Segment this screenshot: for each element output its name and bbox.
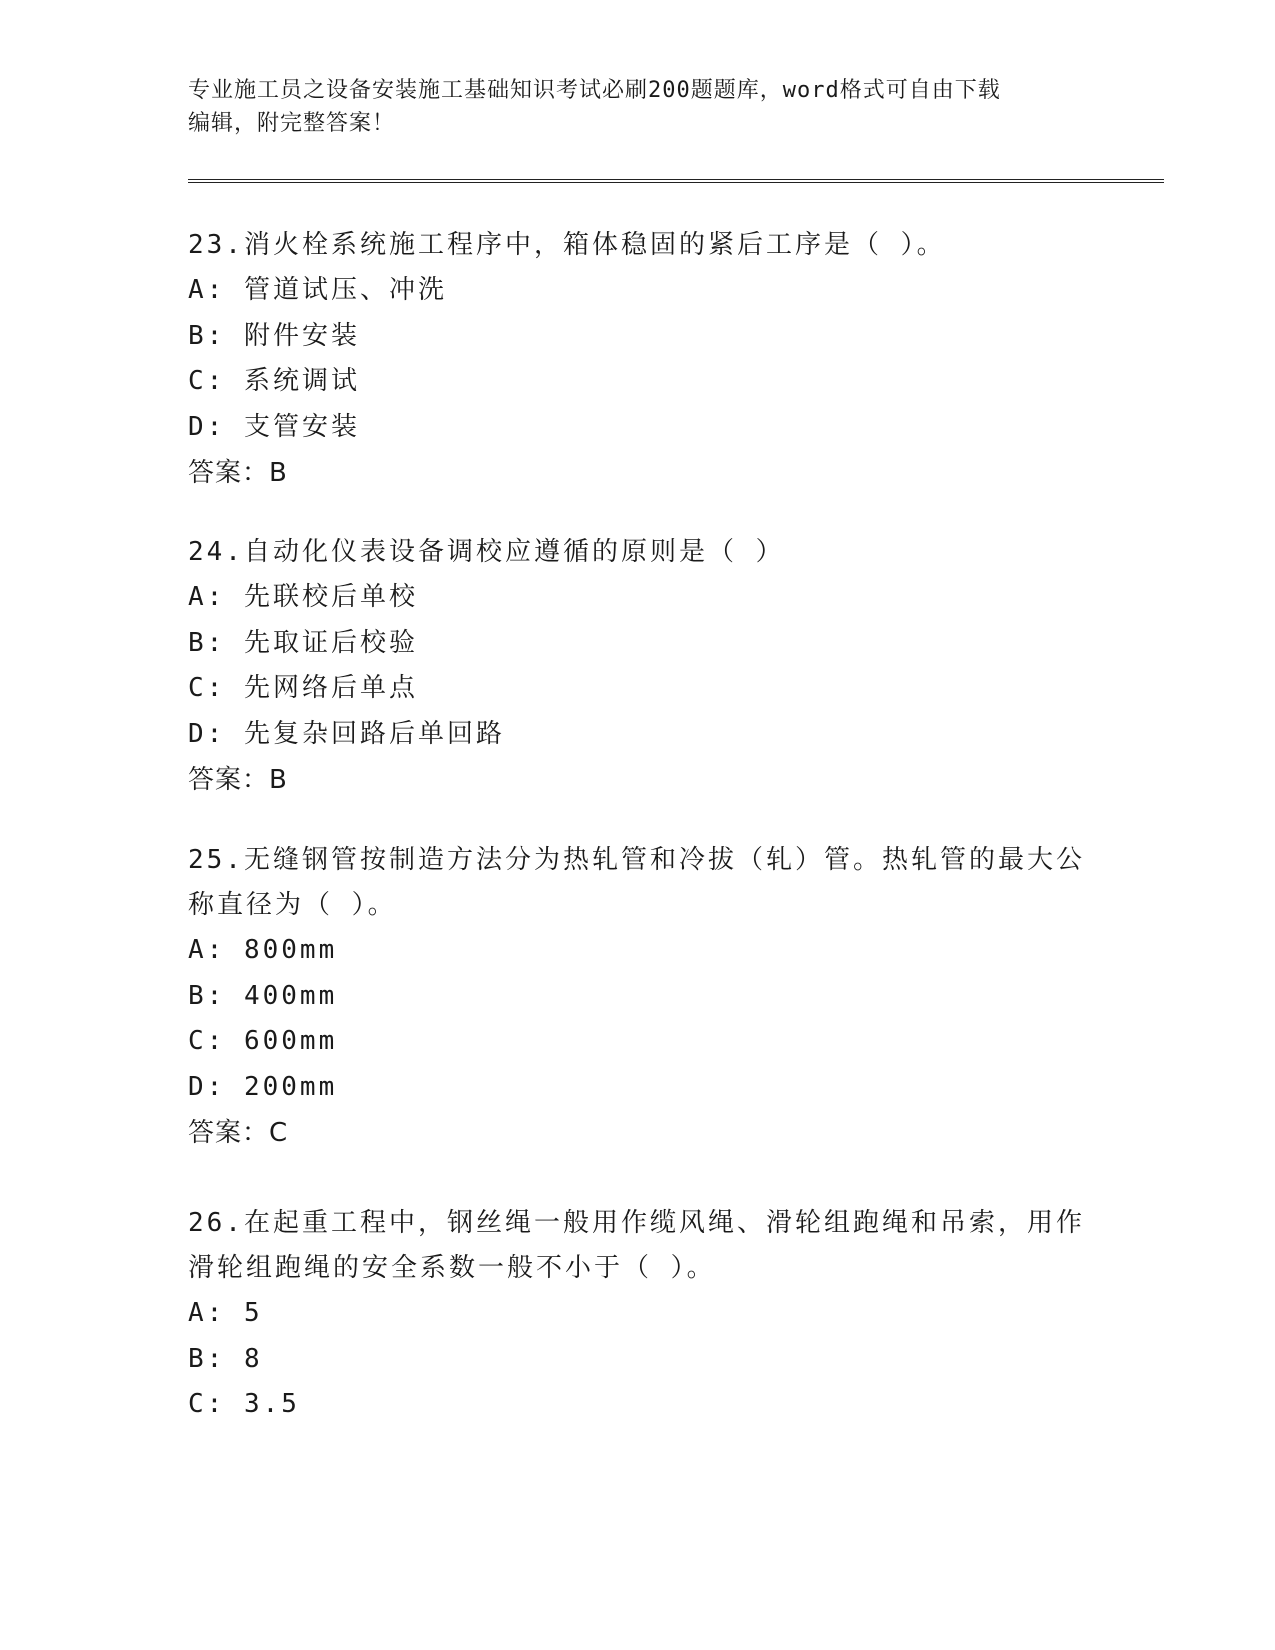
option-a: A: 先联校后单校 (188, 582, 418, 612)
option-c: C: 600mm (188, 1026, 338, 1056)
option-d: D: 先复杂回路后单回路 (188, 718, 505, 749)
option-c: C: 3.5 (188, 1389, 300, 1419)
option-b: B: 附件安装 (188, 320, 360, 351)
option-b: B: 400mm (188, 980, 338, 1011)
option-c: C: 先网络后单点 (188, 673, 418, 703)
option-a: A: 管道试压、冲洗 (188, 275, 447, 305)
question-25 (188, 838, 1088, 1156)
answer-line: 答案：C (188, 1118, 289, 1148)
question-stem-line-1: 25.无缝钢管按制造方法分为热轧管和冷拔（轧）管。热轧管的最大公 (188, 845, 1085, 875)
question-24 (188, 530, 1088, 803)
header-title-line-2: 编辑，附完整答案！ (188, 111, 396, 136)
option-b: B: 先取证后校验 (188, 627, 418, 658)
header-title-line-1: 专业施工员之设备安装施工基础知识考试必刷200题题库，word格式可自由下载 (188, 78, 1001, 103)
question-stem: 23.消火栓系统施工程序中，箱体稳固的紧后工序是（ ）。 (188, 230, 946, 260)
header-divider (188, 179, 1164, 183)
question-stem-line-2: 称直径为（ ）。 (188, 890, 397, 920)
question-stem-line-1: 26.在起重工程中，钢丝绳一般用作缆风绳、滑轮组跑绳和吊索，用作 (188, 1208, 1085, 1238)
answer-line: 答案：B (188, 458, 288, 488)
document-header (188, 74, 1088, 140)
question-23 (188, 223, 1088, 496)
option-d: D: 支管安装 (188, 411, 360, 442)
option-a: A: 800mm (188, 935, 338, 965)
option-b: B: 8 (188, 1343, 263, 1374)
question-26 (188, 1201, 1088, 1428)
question-stem-line-2: 滑轮组跑绳的安全系数一般不小于（ ）。 (188, 1253, 716, 1283)
answer-line: 答案：B (188, 765, 288, 795)
option-c: C: 系统调试 (188, 366, 360, 396)
option-d: D: 200mm (188, 1071, 338, 1102)
option-a: A: 5 (188, 1298, 263, 1328)
question-stem: 24.自动化仪表设备调校应遵循的原则是（ ） (188, 537, 785, 567)
